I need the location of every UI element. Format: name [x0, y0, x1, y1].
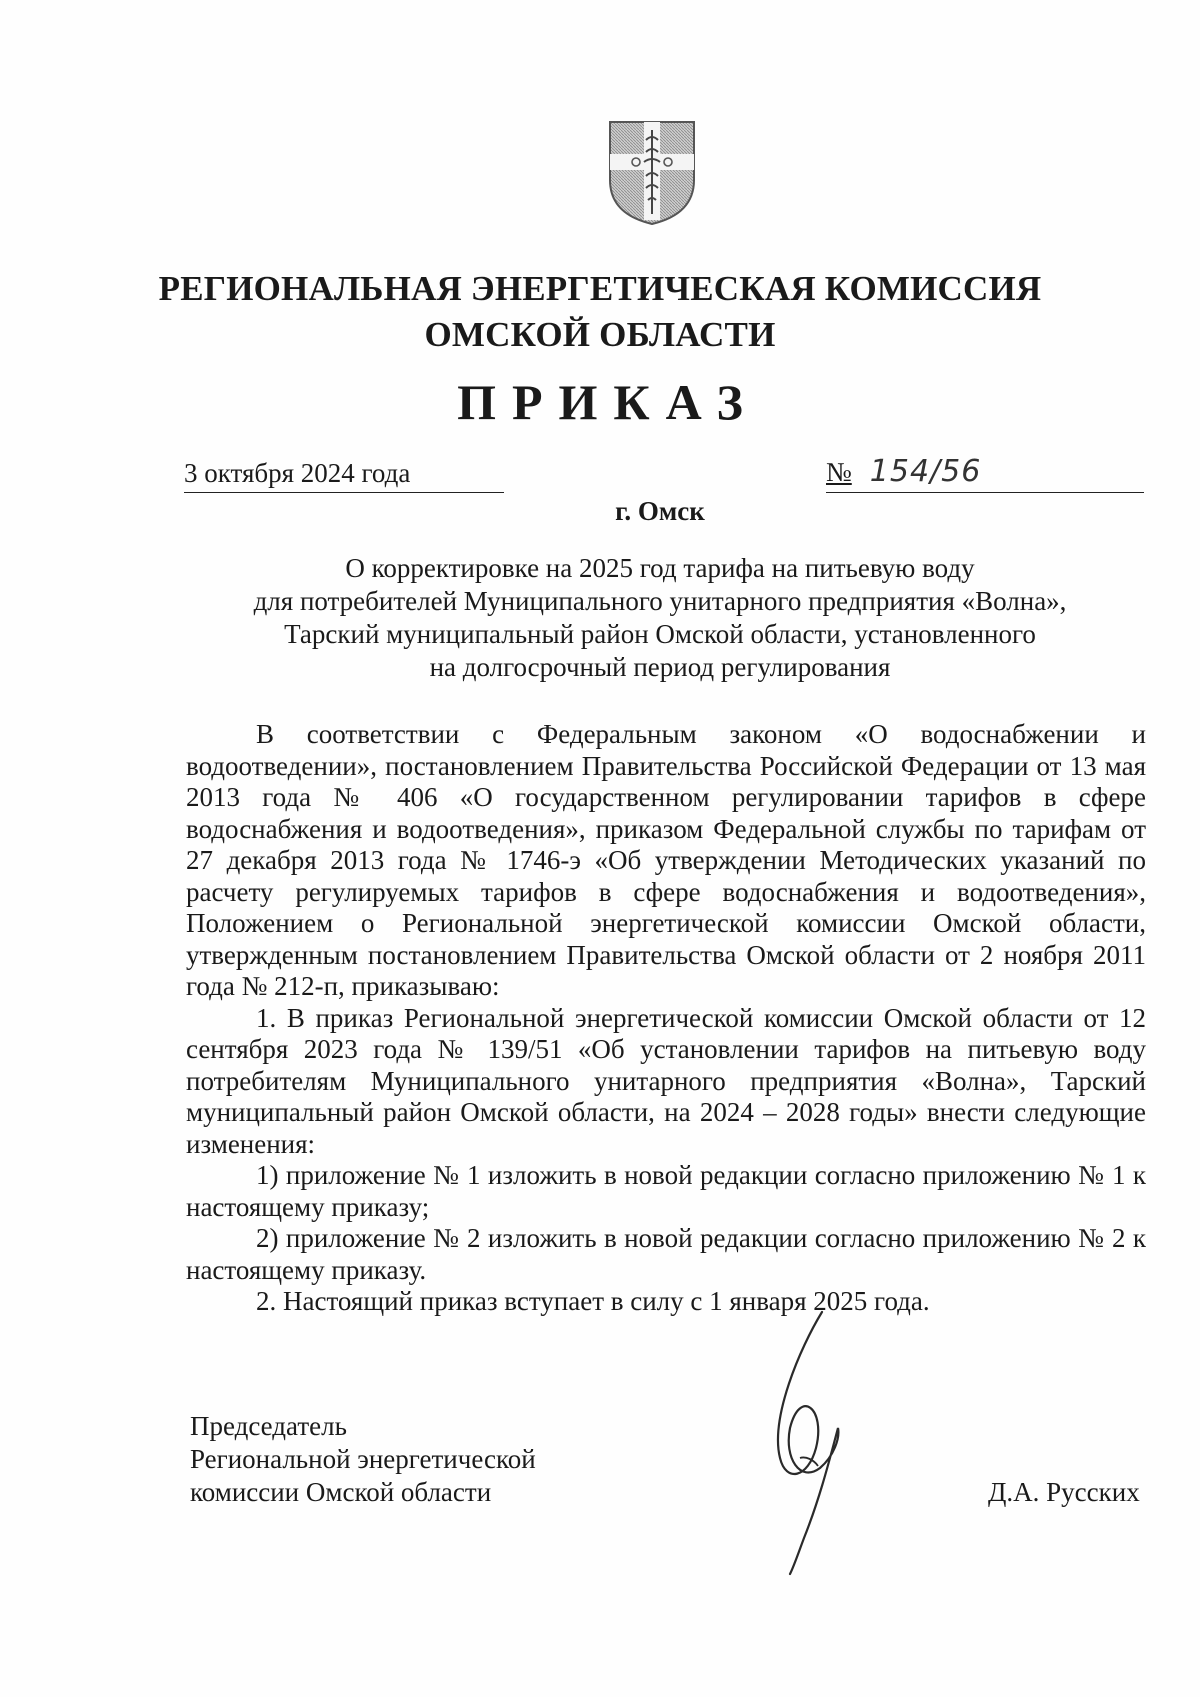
document-type-title: ПРИКАЗ: [457, 374, 759, 430]
signatory-name: Д.А. Русских: [988, 1477, 1140, 1507]
coat-of-arms-icon: [606, 118, 698, 228]
item-2-paragraph: 2. Настоящий приказ вступает в силу с 1 января 2025 года.: [256, 1286, 930, 1316]
organization-name-line2: ОМСКОЙ ОБЛАСТИ: [424, 315, 776, 354]
document-date: 3 октября 2024 года: [184, 456, 504, 493]
subject-line: для потребителей Муниципального унитарного предприятия «Волна»,: [253, 586, 1067, 616]
item-1-1-paragraph: 1) приложение № 1 изложить в новой редакции согласно приложению № 1 к настоящему приказу;: [186, 1160, 1146, 1222]
subject-line: Тарский муниципальный район Омской области, установленного: [284, 619, 1036, 649]
document-number: [826, 452, 1144, 493]
subject-line: на долгосрочный период регулирования: [429, 652, 891, 682]
position-line: Региональной энергетической: [190, 1444, 536, 1474]
item-1-2-paragraph: 2) приложение № 2 изложить в новой редакции согласно приложению № 2 к настоящему приказу.: [186, 1223, 1146, 1285]
subject-line: О корректировке на 2025 год тарифа на питьевую воду: [345, 553, 975, 583]
document-city: г. Омск: [615, 496, 705, 526]
handwritten-signature: [760, 1308, 870, 1578]
number-label: №: [826, 457, 852, 487]
preamble-paragraph: В соответствии с Федеральным законом «О водоснабжении и водоотведении», постановлением Правительства Российской Федерации от 13 мая 2013 года № 406 «О государственном регулировании тарифов в сфере водоснабжения и водоотведения», приказом Федеральной службы по тарифам от 27 декабря 2013 года № 1746-э «Об утверждении Методических указаний по расчету регулируемых тарифов в сфере водоснабжения и водоотведения», Положением о Региональной энергетической комиссии Омской области, утвержденным постановлением Правительства Омской области от 2 ноября 2011 года № 212-п, приказываю:: [186, 719, 1146, 1001]
number-value: 154/56: [869, 454, 982, 489]
item-1-paragraph: 1. В приказ Региональной энергетической комиссии Омской области от 12 сентября 2023 года № 139/51 «Об установлении тарифов на питьевую воду потребителям Муниципального унитарного предприятия «Волна», Тарский муниципальный район Омской области, на 2024 – 2028 годы» внести следующие изменения:: [186, 1002, 1146, 1159]
position-line: Председатель: [190, 1411, 347, 1441]
signatory-position: [190, 1410, 536, 1509]
organization-name-line1: РЕГИОНАЛЬНАЯ ЭНЕРГЕТИЧЕСКАЯ КОМИССИЯ: [158, 269, 1042, 308]
document-subject: [180, 552, 1140, 684]
document-body: [186, 719, 1146, 1318]
position-line: комиссии Омской области: [190, 1477, 492, 1507]
